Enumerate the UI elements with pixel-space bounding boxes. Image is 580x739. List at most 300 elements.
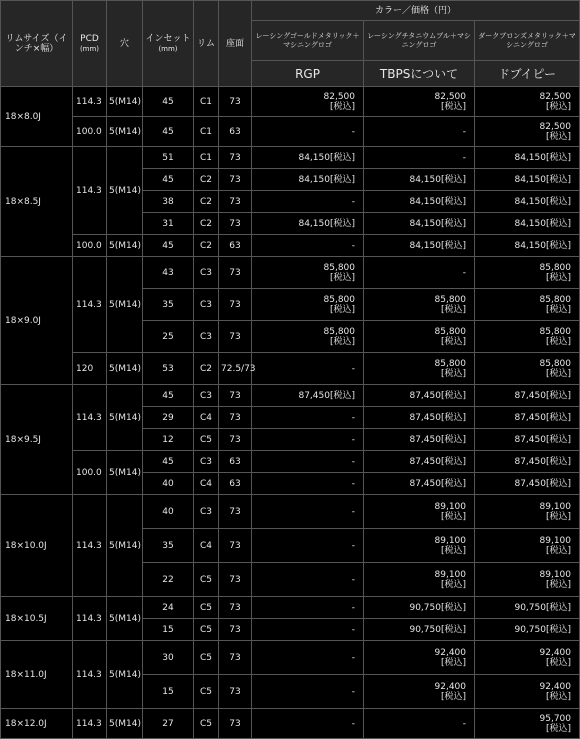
header-rim-size: リムサイズ（インチ×幅） (1, 1, 73, 87)
pcd-cell: 120 (73, 353, 107, 385)
price-value: 92,400 (539, 647, 571, 658)
price-cell-3 (475, 407, 580, 429)
price-cell-3 (475, 597, 580, 619)
hole-cell: 5(M14) (107, 87, 143, 117)
price-cell-1 (252, 641, 364, 675)
price-value: - (351, 686, 355, 697)
price-value: 90,750[税込] (514, 624, 571, 635)
rim-size-cell: 18×9.0J (1, 257, 73, 385)
price-cell-1 (252, 87, 364, 117)
price-cell-3 (475, 147, 580, 169)
inset-cell: 15 (143, 675, 194, 709)
rim-cell: C4 (194, 407, 219, 429)
price-value: - (351, 506, 355, 517)
price-cell-3 (475, 321, 580, 353)
price-value: 87,450[税込] (298, 390, 355, 401)
bore-cell: 73 (219, 191, 252, 213)
price-value: 84,150[税込] (514, 196, 571, 207)
tax-label: [税込] (545, 723, 571, 734)
rim-size-cell: 18×9.5J (1, 385, 73, 495)
bore-cell: 63 (219, 451, 252, 473)
inset-cell: 51 (143, 147, 194, 169)
pcd-cell: 100.0 (73, 117, 107, 147)
price-cell-1 (252, 321, 364, 353)
rim-cell: C5 (194, 619, 219, 641)
header-color-name-3: ダークブロンズメタリック＋マシニングロゴ (475, 21, 580, 61)
rim-cell: C3 (194, 451, 219, 473)
price-value: 87,450[税込] (409, 434, 466, 445)
tax-label: [税込] (329, 101, 355, 112)
rim-size-cell: 18×10.0J (1, 495, 73, 597)
bore-cell: 63 (219, 235, 252, 257)
header-rim: リム (194, 1, 219, 87)
hole-cell: 5(M14) (107, 709, 143, 739)
rim-cell: C5 (194, 429, 219, 451)
price-cell-2 (364, 675, 475, 709)
inset-cell: 25 (143, 321, 194, 353)
rim-cell: C2 (194, 213, 219, 235)
price-cell-2 (364, 321, 475, 353)
bore-cell: 73 (219, 495, 252, 529)
price-value: - (462, 126, 466, 137)
header-color-name-2: レーシングチタニウムブル＋マシニングロゴ (364, 21, 475, 61)
price-cell-2 (364, 563, 475, 597)
rim-size-cell: 18×10.5J (1, 597, 73, 641)
price-cell-1 (252, 529, 364, 563)
pcd-cell: 114.3 (73, 385, 107, 451)
price-value: 84,150[税込] (514, 218, 571, 229)
rim-cell: C2 (194, 169, 219, 191)
bore-cell: 73 (219, 147, 252, 169)
rim-cell: C2 (194, 235, 219, 257)
inset-cell: 35 (143, 289, 194, 321)
price-value: - (462, 152, 466, 163)
price-value: - (351, 196, 355, 207)
price-value: 85,800 (434, 294, 466, 305)
price-cell-3 (475, 495, 580, 529)
rim-cell: C5 (194, 597, 219, 619)
tax-label: [税込] (440, 368, 466, 379)
rim-cell: C5 (194, 641, 219, 675)
inset-cell: 40 (143, 495, 194, 529)
header-color-price: カラー／価格（円） (252, 1, 580, 21)
price-cell-1 (252, 563, 364, 597)
price-cell-3 (475, 257, 580, 289)
header-pcd-label: PCD (80, 33, 99, 44)
header-pcd-unit: (mm) (79, 44, 100, 53)
bore-cell: 73 (219, 675, 252, 709)
price-cell-2 (364, 385, 475, 407)
price-value: 90,750[税込] (514, 602, 571, 613)
tax-label: [税込] (440, 511, 466, 522)
table-row (1, 495, 580, 529)
tax-label: [税込] (440, 304, 466, 315)
price-value: 85,800 (539, 262, 571, 273)
price-value: 87,450[税込] (514, 390, 571, 401)
price-value: 82,500 (539, 91, 571, 102)
header-color-code-1: RGP (252, 61, 364, 87)
bore-cell: 73 (219, 619, 252, 641)
rim-size-cell: 18×8.5J (1, 147, 73, 257)
price-value: 84,150[税込] (298, 152, 355, 163)
price-value: 85,800 (323, 294, 355, 305)
bore-cell: 63 (219, 117, 252, 147)
rim-cell: C1 (194, 87, 219, 117)
price-value: 87,450[税込] (514, 434, 571, 445)
bore-cell: 73 (219, 407, 252, 429)
price-cell-3 (475, 353, 580, 385)
price-cell-2 (364, 289, 475, 321)
price-value: 95,700 (539, 713, 571, 724)
table-row (1, 709, 580, 739)
price-value: - (351, 456, 355, 467)
price-cell-1 (252, 213, 364, 235)
price-cell-3 (475, 191, 580, 213)
price-value: 85,800 (434, 326, 466, 337)
price-cell-3 (475, 709, 580, 739)
price-value: 85,800 (539, 358, 571, 369)
rim-cell: C2 (194, 353, 219, 385)
header-hole: 穴 (107, 1, 143, 87)
bore-cell: 73 (219, 529, 252, 563)
price-cell-1 (252, 289, 364, 321)
spec-table-body (1, 87, 580, 739)
price-cell-2 (364, 213, 475, 235)
hole-cell: 5(M14) (107, 353, 143, 385)
rim-cell: C4 (194, 529, 219, 563)
price-cell-3 (475, 429, 580, 451)
price-value: 89,100 (539, 501, 571, 512)
price-cell-2 (364, 191, 475, 213)
bore-cell: 73 (219, 429, 252, 451)
rim-cell: C3 (194, 289, 219, 321)
inset-cell: 45 (143, 117, 194, 147)
price-value: - (351, 478, 355, 489)
header-color-name-1: レーシングゴールドメタリック＋マシニングロゴ (252, 21, 364, 61)
price-cell-2 (364, 147, 475, 169)
price-cell-2 (364, 117, 475, 147)
inset-cell: 38 (143, 191, 194, 213)
price-cell-1 (252, 385, 364, 407)
inset-cell: 45 (143, 235, 194, 257)
tax-label: [税込] (545, 304, 571, 315)
price-cell-3 (475, 563, 580, 597)
bore-cell: 73 (219, 213, 252, 235)
rim-cell: C5 (194, 709, 219, 739)
price-cell-3 (475, 641, 580, 675)
price-cell-2 (364, 257, 475, 289)
rim-size-cell: 18×12.0J (1, 709, 73, 739)
price-cell-2 (364, 709, 475, 739)
price-cell-1 (252, 235, 364, 257)
header-color-code-2: TBPSについて (364, 61, 475, 87)
rim-cell: C3 (194, 495, 219, 529)
price-cell-3 (475, 87, 580, 117)
table-row (1, 641, 580, 675)
header-color-code-3: ドブイピー (475, 61, 580, 87)
price-value: 92,400 (434, 681, 466, 692)
inset-cell: 12 (143, 429, 194, 451)
price-value: 84,150[税込] (409, 196, 466, 207)
pcd-cell: 114.3 (73, 147, 107, 235)
price-value: - (351, 624, 355, 635)
rim-cell: C2 (194, 191, 219, 213)
price-cell-3 (475, 619, 580, 641)
tax-label: [税込] (545, 545, 571, 556)
price-cell-2 (364, 529, 475, 563)
table-row (1, 117, 580, 147)
table-row (1, 87, 580, 117)
price-value: 87,450[税込] (514, 478, 571, 489)
price-cell-1 (252, 353, 364, 385)
inset-cell: 31 (143, 213, 194, 235)
table-row (1, 451, 580, 473)
rim-cell: C5 (194, 563, 219, 597)
hole-cell: 5(M14) (107, 257, 143, 353)
price-cell-2 (364, 641, 475, 675)
price-cell-3 (475, 213, 580, 235)
pcd-cell: 114.3 (73, 641, 107, 709)
bore-cell: 73 (219, 709, 252, 739)
price-cell-2 (364, 429, 475, 451)
header-inset-label: インセット (145, 33, 191, 44)
tax-label: [税込] (545, 131, 571, 142)
price-value: 82,500 (539, 121, 571, 132)
pcd-cell: 114.3 (73, 709, 107, 739)
price-cell-3 (475, 289, 580, 321)
price-value: 89,100 (539, 535, 571, 546)
price-value: 82,500 (323, 91, 355, 102)
price-value: 90,750[税込] (409, 624, 466, 635)
pcd-cell: 114.3 (73, 495, 107, 597)
price-value: 92,400 (434, 647, 466, 658)
price-cell-2 (364, 235, 475, 257)
price-cell-1 (252, 169, 364, 191)
tax-label: [税込] (440, 691, 466, 702)
inset-cell: 30 (143, 641, 194, 675)
pcd-cell: 100.0 (73, 235, 107, 257)
price-value: 84,150[税込] (409, 240, 466, 251)
tax-label: [税込] (440, 101, 466, 112)
table-row (1, 235, 580, 257)
hole-cell: 5(M14) (107, 597, 143, 641)
bore-cell: 73 (219, 87, 252, 117)
hole-cell: 5(M14) (107, 641, 143, 709)
price-cell-1 (252, 597, 364, 619)
price-value: - (351, 412, 355, 423)
price-value: - (351, 718, 355, 729)
bore-cell: 73 (219, 385, 252, 407)
price-cell-1 (252, 191, 364, 213)
price-value: 87,450[税込] (409, 456, 466, 467)
price-cell-3 (475, 169, 580, 191)
price-cell-3 (475, 385, 580, 407)
price-cell-2 (364, 451, 475, 473)
price-value: 84,150[税込] (409, 218, 466, 229)
tax-label: [税込] (440, 545, 466, 556)
price-value: 84,150[税込] (298, 218, 355, 229)
tax-label: [税込] (545, 579, 571, 590)
hole-cell: 5(M14) (107, 451, 143, 495)
price-value: - (351, 652, 355, 663)
table-row (1, 597, 580, 619)
inset-cell: 29 (143, 407, 194, 429)
price-value: 87,450[税込] (409, 412, 466, 423)
price-value: 90,750[税込] (409, 602, 466, 613)
price-value: 84,150[税込] (514, 152, 571, 163)
price-cell-2 (364, 619, 475, 641)
bore-cell: 63 (219, 473, 252, 495)
inset-cell: 45 (143, 87, 194, 117)
inset-cell: 45 (143, 169, 194, 191)
header-inset-unit: (mm) (158, 44, 178, 53)
price-value: - (351, 574, 355, 585)
price-cell-3 (475, 473, 580, 495)
price-value: - (351, 126, 355, 137)
price-value: - (351, 240, 355, 251)
pcd-cell: 114.3 (73, 87, 107, 117)
tax-label: [税込] (440, 336, 466, 347)
price-value: 89,100 (539, 569, 571, 580)
table-row (1, 257, 580, 289)
hole-cell: 5(M14) (107, 117, 143, 147)
rim-size-cell: 18×8.0J (1, 87, 73, 147)
hole-cell: 5(M14) (107, 385, 143, 451)
bore-cell: 73 (219, 321, 252, 353)
price-value: 82,500 (434, 91, 466, 102)
price-cell-3 (475, 117, 580, 147)
price-value: 87,450[税込] (514, 456, 571, 467)
price-value: 85,800 (434, 358, 466, 369)
rim-cell: C5 (194, 675, 219, 709)
inset-cell: 35 (143, 529, 194, 563)
price-cell-2 (364, 353, 475, 385)
price-value: - (462, 718, 466, 729)
price-cell-1 (252, 473, 364, 495)
header-hub-bore: 座面 (219, 1, 252, 87)
price-cell-2 (364, 495, 475, 529)
table-row (1, 147, 580, 169)
price-value: 87,450[税込] (409, 478, 466, 489)
price-cell-2 (364, 407, 475, 429)
price-value: 85,800 (539, 294, 571, 305)
price-value: 89,100 (434, 501, 466, 512)
bore-cell: 73 (219, 597, 252, 619)
bore-cell: 73 (219, 289, 252, 321)
tax-label: [税込] (545, 101, 571, 112)
inset-cell: 40 (143, 473, 194, 495)
bore-cell: 73 (219, 169, 252, 191)
price-cell-1 (252, 675, 364, 709)
price-cell-2 (364, 87, 475, 117)
price-cell-1 (252, 117, 364, 147)
price-value: - (351, 540, 355, 551)
price-value: 84,150[税込] (514, 240, 571, 251)
inset-cell: 24 (143, 597, 194, 619)
inset-cell: 53 (143, 353, 194, 385)
tax-label: [税込] (329, 272, 355, 283)
rim-cell: C3 (194, 257, 219, 289)
hole-cell: 5(M14) (107, 235, 143, 257)
tax-label: [税込] (440, 579, 466, 590)
inset-cell: 45 (143, 385, 194, 407)
inset-cell: 27 (143, 709, 194, 739)
price-value: - (351, 434, 355, 445)
price-cell-2 (364, 597, 475, 619)
header-pcd (73, 1, 107, 87)
price-cell-3 (475, 235, 580, 257)
bore-cell: 73 (219, 563, 252, 597)
tax-label: [税込] (545, 336, 571, 347)
price-value: 85,800 (323, 262, 355, 273)
rim-cell: C4 (194, 473, 219, 495)
rim-cell: C1 (194, 147, 219, 169)
hole-cell: 5(M14) (107, 495, 143, 597)
rim-cell: C1 (194, 117, 219, 147)
tax-label: [税込] (545, 511, 571, 522)
price-value: 84,150[税込] (409, 174, 466, 185)
price-cell-2 (364, 473, 475, 495)
price-cell-1 (252, 495, 364, 529)
pcd-cell: 100.0 (73, 451, 107, 495)
price-cell-3 (475, 675, 580, 709)
price-value: - (462, 267, 466, 278)
price-value: 84,150[税込] (514, 174, 571, 185)
price-value: 85,800 (323, 326, 355, 337)
inset-cell: 45 (143, 451, 194, 473)
price-cell-1 (252, 451, 364, 473)
bore-cell: 73 (219, 257, 252, 289)
price-cell-3 (475, 451, 580, 473)
rim-cell: C3 (194, 385, 219, 407)
bore-cell: 73 (219, 641, 252, 675)
price-value: 92,400 (539, 681, 571, 692)
price-cell-1 (252, 619, 364, 641)
pcd-cell: 114.3 (73, 597, 107, 641)
tax-label: [税込] (545, 368, 571, 379)
header-inset (143, 1, 194, 87)
price-cell-2 (364, 169, 475, 191)
inset-cell: 43 (143, 257, 194, 289)
price-cell-1 (252, 407, 364, 429)
price-value: 84,150[税込] (298, 174, 355, 185)
price-cell-3 (475, 529, 580, 563)
price-cell-1 (252, 709, 364, 739)
inset-cell: 15 (143, 619, 194, 641)
price-value: 89,100 (434, 569, 466, 580)
rim-size-cell: 18×11.0J (1, 641, 73, 709)
price-value: - (351, 363, 355, 374)
tax-label: [税込] (545, 691, 571, 702)
rim-cell: C3 (194, 321, 219, 353)
table-row (1, 385, 580, 407)
price-value: 87,450[税込] (409, 390, 466, 401)
tax-label: [税込] (329, 336, 355, 347)
tax-label: [税込] (545, 272, 571, 283)
price-value: 87,450[税込] (514, 412, 571, 423)
price-cell-1 (252, 147, 364, 169)
price-cell-1 (252, 257, 364, 289)
price-value: - (351, 602, 355, 613)
tax-label: [税込] (440, 657, 466, 668)
tax-label: [税込] (329, 304, 355, 315)
table-row (1, 353, 580, 385)
price-cell-1 (252, 429, 364, 451)
hole-cell: 5(M14) (107, 147, 143, 235)
bore-cell: 72.5/73 (219, 353, 252, 385)
tax-label: [税込] (545, 657, 571, 668)
price-value: 89,100 (434, 535, 466, 546)
